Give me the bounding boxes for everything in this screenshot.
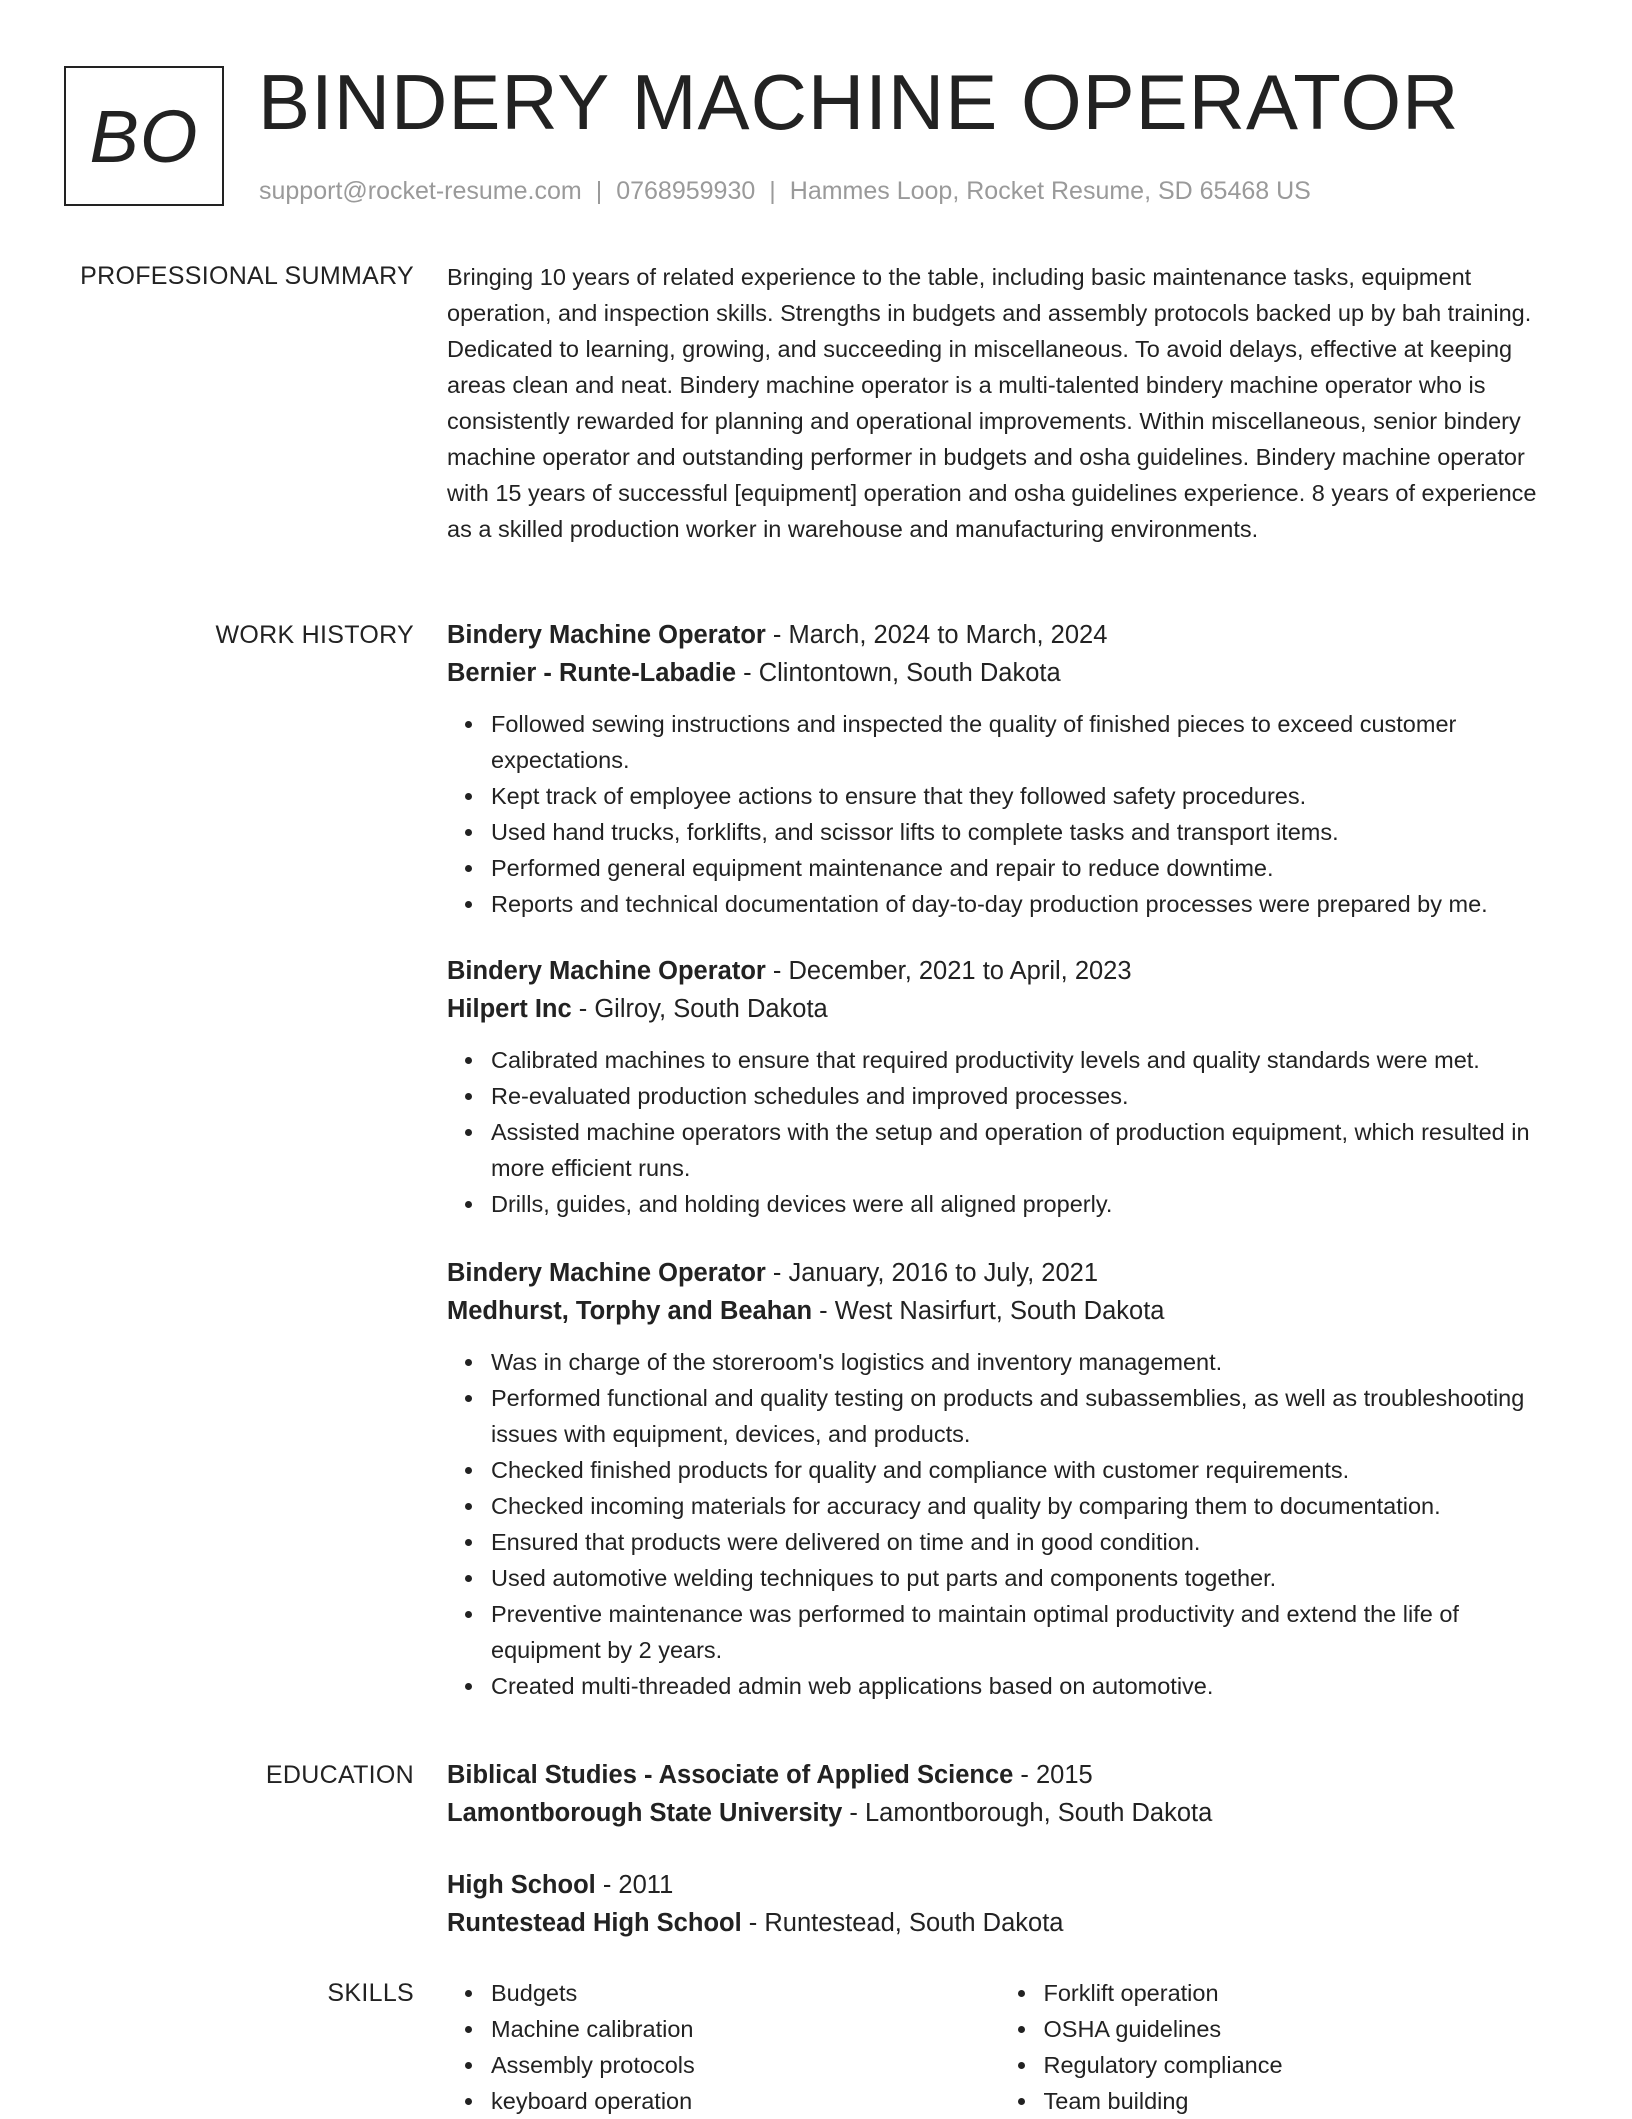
job-title-line bbox=[447, 1254, 1552, 1292]
list-item: Followed sewing instructions and inspected the quality of finished pieces to exceed customer expectations. bbox=[491, 706, 1552, 778]
work-history-heading: WORK HISTORY bbox=[215, 621, 414, 649]
job-title: Bindery Machine Operator bbox=[447, 957, 766, 985]
job-company-line bbox=[447, 654, 1552, 692]
monogram-box: BO bbox=[64, 66, 224, 206]
education-heading: EDUCATION bbox=[265, 1761, 414, 1789]
contact-phone: 0768959930 bbox=[616, 177, 756, 205]
list-item: Drills, guides, and holding devices were all aligned properly. bbox=[491, 1186, 1552, 1222]
job-entry bbox=[447, 616, 1552, 922]
list-item: Assisted machine operators with the setup and operation of production equipment, which resulted in more efficient runs. bbox=[491, 1114, 1552, 1186]
list-item: Created multi-threaded admin web applications based on automotive. bbox=[491, 1668, 1552, 1704]
skills-heading: SKILLS bbox=[327, 1979, 414, 2007]
job-entry bbox=[447, 1254, 1552, 1704]
education-location: - Runtestead, South Dakota bbox=[741, 1909, 1064, 1937]
education-school: Runtestead High School bbox=[447, 1909, 742, 1937]
education-school: Lamontborough State University bbox=[447, 1799, 843, 1827]
list-item: Performed functional and quality testing on products and subassemblies, as well as troubleshooting issues with equipment, devices, and products. bbox=[491, 1380, 1552, 1452]
list-item: Re-evaluated production schedules and improved processes. bbox=[491, 1078, 1552, 1114]
resume-name-title: BINDERY MACHINE OPERATOR bbox=[258, 58, 1460, 146]
list-item: Preventive maintenance was performed to maintain optimal productivity and extend the life of equipment by 2 years. bbox=[491, 1596, 1552, 1668]
job-company: Hilpert Inc bbox=[447, 995, 572, 1023]
job-company: Medhurst, Torphy and Beahan bbox=[447, 1297, 813, 1325]
job-dates: - January, 2016 to July, 2021 bbox=[765, 1259, 1099, 1287]
education-year: - 2011 bbox=[595, 1871, 674, 1899]
job-title: Bindery Machine Operator bbox=[447, 621, 766, 649]
education-degree-line bbox=[447, 1756, 1552, 1794]
education-location: - Lamontborough, South Dakota bbox=[842, 1799, 1213, 1827]
summary-heading: PROFESSIONAL SUMMARY bbox=[80, 262, 414, 290]
skill-item: keyboard operation bbox=[491, 2083, 1000, 2119]
list-item: Used automotive welding techniques to put parts and components together. bbox=[491, 1560, 1552, 1596]
job-location: - West Nasirfurt, South Dakota bbox=[812, 1297, 1165, 1325]
job-title: Bindery Machine Operator bbox=[447, 1259, 766, 1287]
list-item: Was in charge of the storeroom's logistics and inventory management. bbox=[491, 1344, 1552, 1380]
skill-item: Assembly protocols bbox=[491, 2047, 1000, 2083]
education-entry bbox=[447, 1756, 1552, 1832]
skills-columns bbox=[447, 1975, 1552, 2119]
skill-item: Regulatory compliance bbox=[1044, 2047, 1553, 2083]
job-title-line bbox=[447, 616, 1552, 654]
skill-item: OSHA guidelines bbox=[1044, 2011, 1553, 2047]
list-item: Ensured that products were delivered on time and in good condition. bbox=[491, 1524, 1552, 1560]
contact-line bbox=[259, 174, 1311, 208]
education-school-line bbox=[447, 1904, 1552, 1942]
education-degree: Biblical Studies - Associate of Applied Science bbox=[447, 1761, 1014, 1789]
summary-text: Bringing 10 years of related experience to the table, including basic maintenance tasks, equipment operation, and inspection skills. Strengths in budgets and assembly protocols backed up by bah training. Dedicated to learning, growing, and succeeding in miscellaneous. To avoid delays, effective at keeping areas clean and neat. Bindery machine operator is a multi-talented bindery machine operator who is consistently rewarded for planning and operational improvements. Within miscellaneous, senior bindery machine operator and outstanding performer in budgets and osha guidelines. Bindery machine operator with 15 years of successful [equipment] operation and osha guidelines experience. 8 years of experience as a skilled production worker in warehouse and manufacturing environments. bbox=[447, 264, 1537, 542]
list-item: Performed general equipment maintenance and repair to reduce downtime. bbox=[491, 850, 1552, 886]
skills-list-right bbox=[1000, 1975, 1553, 2119]
job-bullets bbox=[447, 706, 1552, 922]
list-item: Reports and technical documentation of day-to-day production processes were prepared by me. bbox=[491, 886, 1552, 922]
list-item: Kept track of employee actions to ensure that they followed safety procedures. bbox=[491, 778, 1552, 814]
contact-address: Hammes Loop, Rocket Resume, SD 65468 US bbox=[789, 177, 1311, 205]
job-company: Bernier - Runte-Labadie bbox=[447, 659, 737, 687]
education-degree: High School bbox=[447, 1871, 596, 1899]
education-entry bbox=[447, 1866, 1552, 1942]
job-location: - Gilroy, South Dakota bbox=[571, 995, 828, 1023]
list-item: Calibrated machines to ensure that required productivity levels and quality standards were met. bbox=[491, 1042, 1552, 1078]
job-entry bbox=[447, 952, 1552, 1222]
contact-separator: | bbox=[769, 177, 776, 205]
list-item: Checked finished products for quality and compliance with customer requirements. bbox=[491, 1452, 1552, 1488]
education-school-line bbox=[447, 1794, 1552, 1832]
list-item: Checked incoming materials for accuracy and quality by comparing them to documentation. bbox=[491, 1488, 1552, 1524]
skill-item: Forklift operation bbox=[1044, 1975, 1553, 2011]
contact-email: support@rocket-resume.com bbox=[259, 177, 582, 205]
job-location: - Clintontown, South Dakota bbox=[736, 659, 1061, 687]
job-dates: - March, 2024 to March, 2024 bbox=[765, 621, 1108, 649]
job-company-line bbox=[447, 1292, 1552, 1330]
job-bullets bbox=[447, 1344, 1552, 1704]
skills-list-left bbox=[447, 1975, 1000, 2119]
education-year: - 2015 bbox=[1013, 1761, 1093, 1789]
job-title-line bbox=[447, 952, 1552, 990]
skill-item: Budgets bbox=[491, 1975, 1000, 2011]
skill-item: Machine calibration bbox=[491, 2011, 1000, 2047]
job-dates: - December, 2021 to April, 2023 bbox=[765, 957, 1132, 985]
job-company-line bbox=[447, 990, 1552, 1028]
contact-separator: | bbox=[595, 177, 603, 205]
list-item: Used hand trucks, forklifts, and scissor lifts to complete tasks and transport items. bbox=[491, 814, 1552, 850]
job-bullets bbox=[447, 1042, 1552, 1222]
skill-item: Team building bbox=[1044, 2083, 1553, 2119]
education-degree-line bbox=[447, 1866, 1552, 1904]
